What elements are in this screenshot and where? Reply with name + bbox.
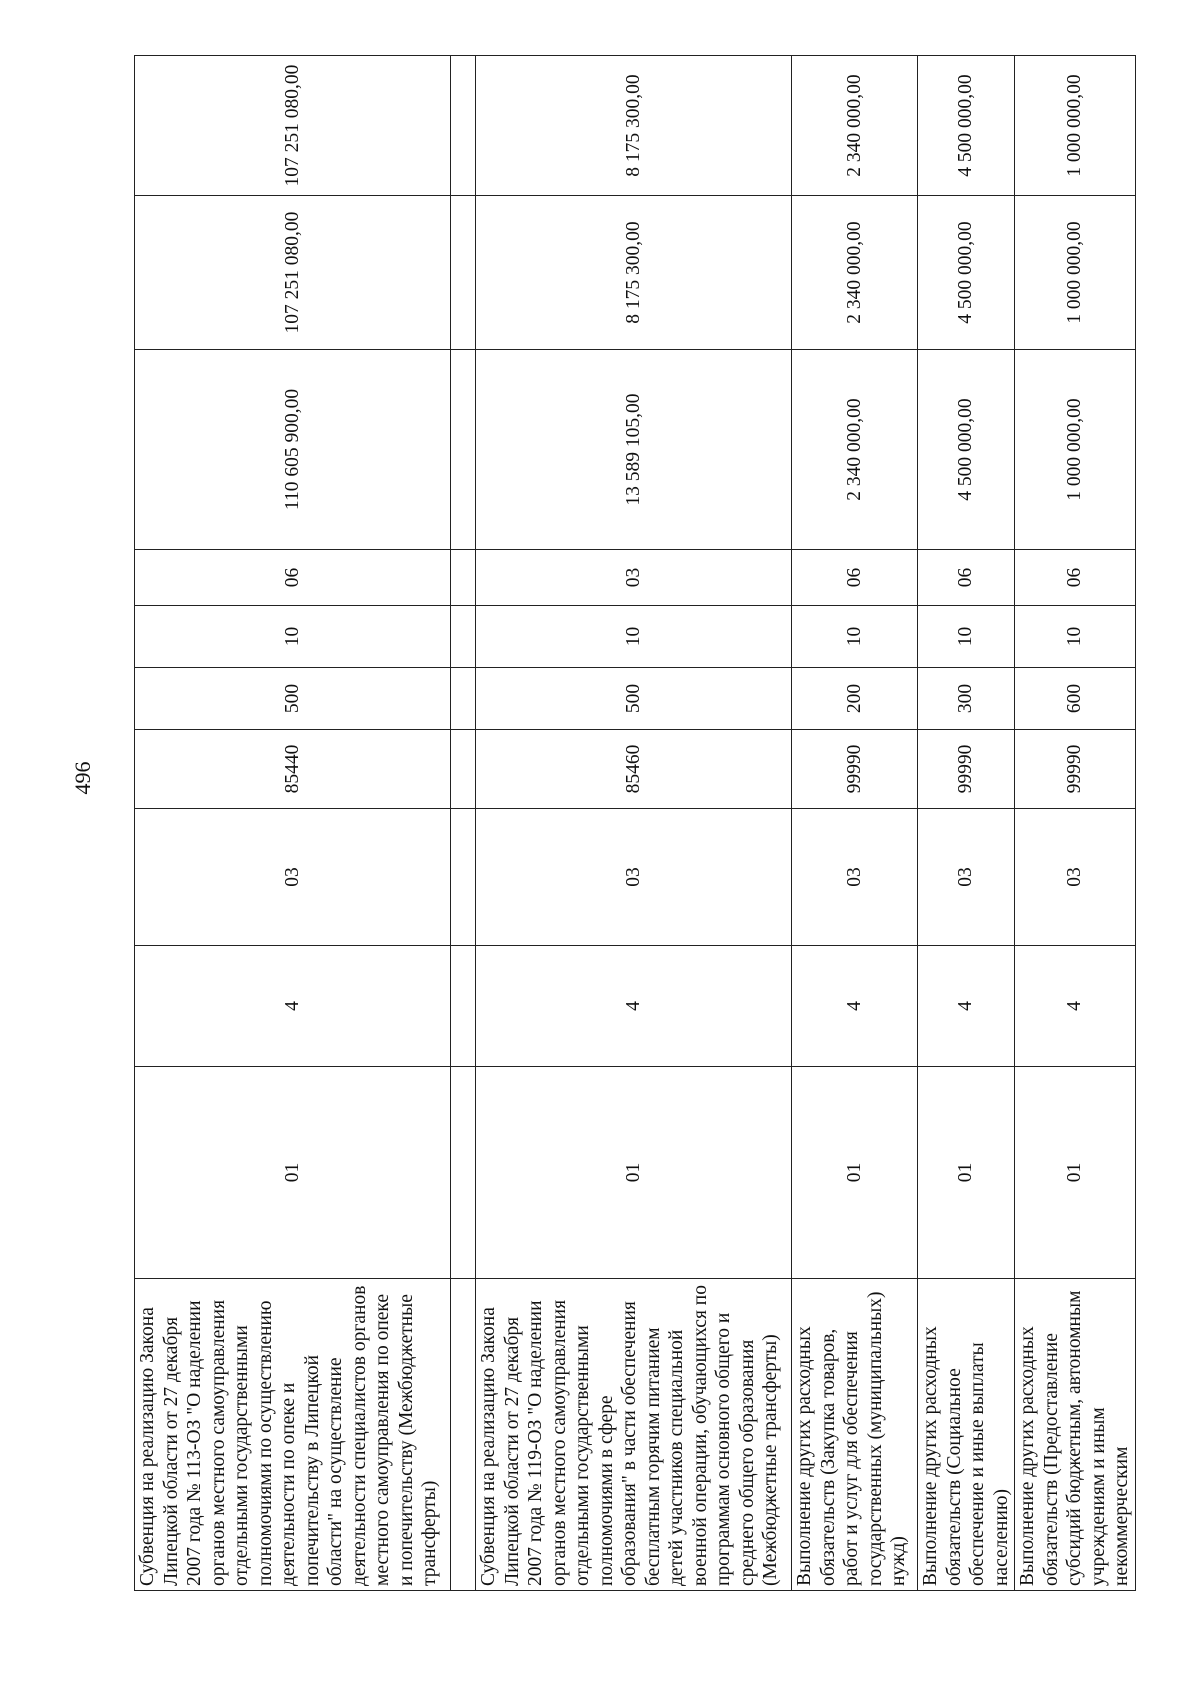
code-cell: 85460 (476, 730, 792, 809)
row-description: Субвенция на реализацию Закона Липецкой области от 27 декабря 2007 года № 119-ОЗ "О наделении органов местного самоуправления отдельными государственными полномочиями в сфере образования" в части обеспечения бесплатным горячим питанием детей участников специальной военной операции, обучающихся по программам основного общего и среднего общего образования (Межбюджетные трансферты) (476, 1279, 792, 1591)
code-cell: 03 (476, 809, 792, 946)
code-cell: 10 (135, 606, 451, 668)
code-cell: 01 (1015, 1067, 1136, 1279)
code-cell: 06 (135, 550, 451, 606)
empty-cell (451, 730, 476, 809)
code-cell: 10 (792, 606, 918, 668)
code-cell: 500 (476, 668, 792, 730)
code-cell: 500 (135, 668, 451, 730)
code-cell: 03 (476, 550, 792, 606)
code-cell: 06 (792, 550, 918, 606)
code-cell: 06 (1015, 550, 1136, 606)
table-row (792, 56, 918, 1591)
code-cell: 01 (476, 1067, 792, 1279)
amount-cell: 2 340 000,00 (792, 56, 918, 196)
code-cell: 10 (918, 606, 1015, 668)
code-cell: 01 (135, 1067, 451, 1279)
code-cell: 03 (792, 809, 918, 946)
code-cell: 300 (918, 668, 1015, 730)
row-description: Субвенция на реализацию Закона Липецкой области от 27 декабря 2007 года № 113-ОЗ "О наделении органов местного самоуправления отдельными государственными полномочиями по осуществлению деятельности по опеке и попечительству в Липецкой области" на осуществление деятельности специалистов органов местного самоуправления по опеке и попечительству (Межбюджетные трансферты) (135, 1279, 451, 1591)
code-cell: 03 (1015, 809, 1136, 946)
row-description: Выполнение других расходных обязательств (Предоставление субсидий бюджетным, автономным учреждениям и иным некоммерческим (1015, 1279, 1136, 1591)
amount-cell: 4 500 000,00 (918, 350, 1015, 550)
page-number: 496 (70, 761, 95, 795)
amount-cell: 1 000 000,00 (1015, 196, 1136, 350)
empty-cell (451, 196, 476, 350)
table-row (135, 56, 451, 1591)
code-cell: 99990 (792, 730, 918, 809)
row-description: Выполнение других расходных обязательств (Социальное обеспечение и иные выплаты населению) (918, 1279, 1015, 1591)
code-cell: 600 (1015, 668, 1136, 730)
amount-cell: 2 340 000,00 (792, 350, 918, 550)
code-cell: 99990 (918, 730, 1015, 809)
code-cell: 01 (918, 1067, 1015, 1279)
amount-cell: 13 589 105,00 (476, 350, 792, 550)
empty-cell (451, 606, 476, 668)
empty-cell (451, 1279, 476, 1591)
code-cell: 01 (792, 1067, 918, 1279)
empty-cell (451, 668, 476, 730)
amount-cell: 107 251 080,00 (135, 56, 451, 196)
empty-cell (451, 56, 476, 196)
code-cell: 4 (1015, 946, 1136, 1067)
code-cell: 06 (918, 550, 1015, 606)
code-cell: 85440 (135, 730, 451, 809)
empty-cell (451, 809, 476, 946)
code-cell: 4 (792, 946, 918, 1067)
amount-cell: 110 605 900,00 (135, 350, 451, 550)
table-row (1015, 56, 1136, 1591)
amount-cell: 8 175 300,00 (476, 196, 792, 350)
code-cell: 10 (1015, 606, 1136, 668)
amount-cell: 4 500 000,00 (918, 56, 1015, 196)
code-cell: 4 (476, 946, 792, 1067)
budget-table (134, 55, 1136, 1591)
code-cell: 4 (135, 946, 451, 1067)
table-row-empty (451, 56, 476, 1591)
amount-cell: 1 000 000,00 (1015, 56, 1136, 196)
code-cell: 03 (918, 809, 1015, 946)
amount-cell: 107 251 080,00 (135, 196, 451, 350)
code-cell: 4 (918, 946, 1015, 1067)
amount-cell: 4 500 000,00 (918, 196, 1015, 350)
code-cell: 200 (792, 668, 918, 730)
table-row (918, 56, 1015, 1591)
empty-cell (451, 350, 476, 550)
empty-cell (451, 550, 476, 606)
table-row (476, 56, 792, 1591)
amount-cell: 2 340 000,00 (792, 196, 918, 350)
budget-table-rotated (134, 56, 1132, 1591)
row-description: Выполнение других расходных обязательств (Закупка товаров, работ и услуг для обеспечения государственных (муниципальных) нужд) (792, 1279, 918, 1591)
amount-cell: 1 000 000,00 (1015, 350, 1136, 550)
empty-cell (451, 946, 476, 1067)
code-cell: 10 (476, 606, 792, 668)
amount-cell: 8 175 300,00 (476, 56, 792, 196)
code-cell: 99990 (1015, 730, 1136, 809)
code-cell: 03 (135, 809, 451, 946)
empty-cell (451, 1067, 476, 1279)
